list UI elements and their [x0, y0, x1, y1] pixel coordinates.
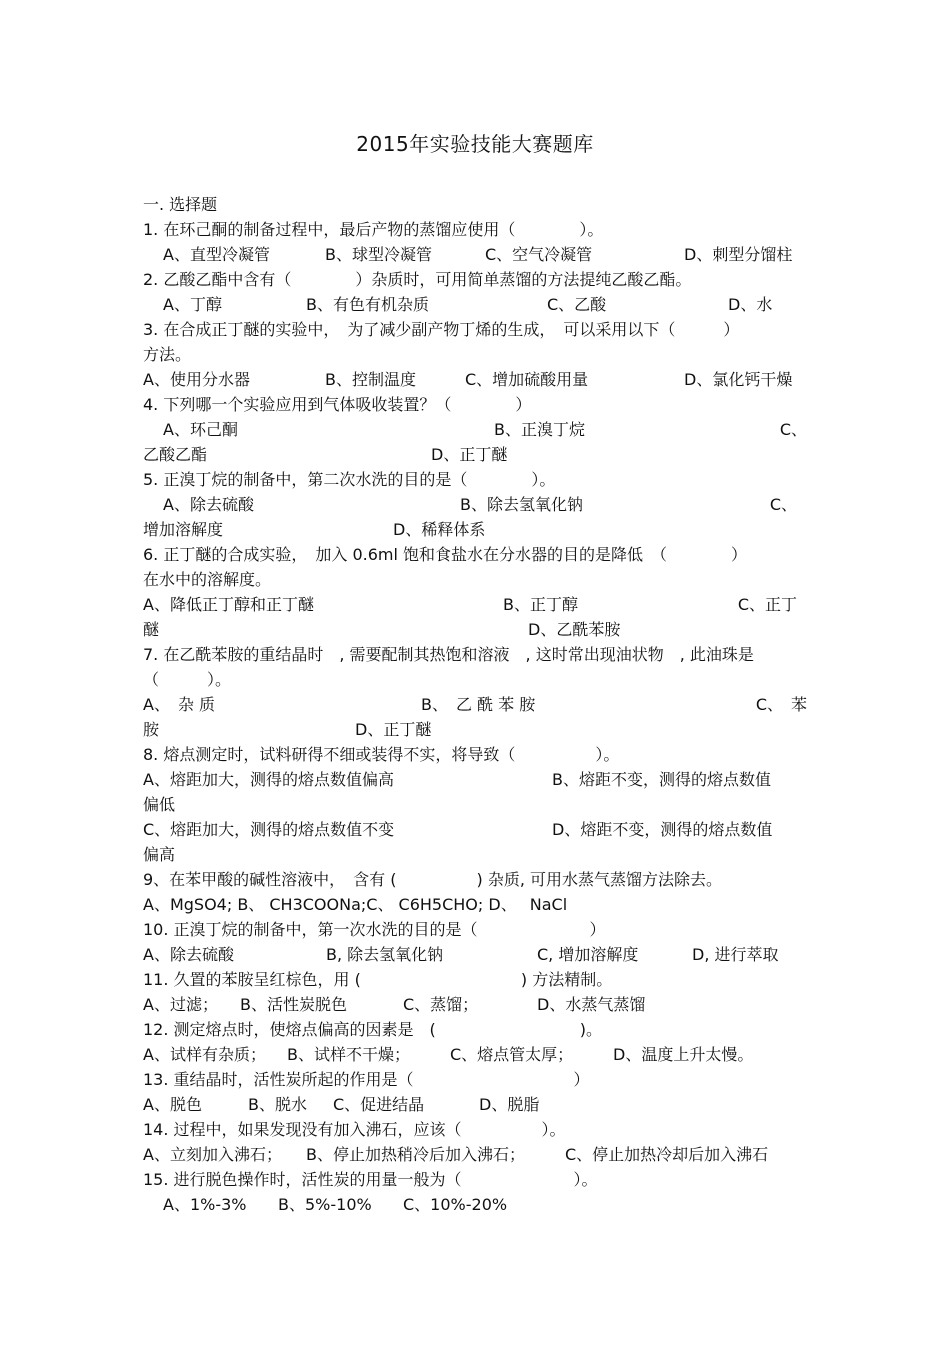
question-11-option-a: A、过滤； — [143, 995, 218, 1014]
question-1-option-c: C、空气冷凝管 — [485, 245, 593, 264]
question-13-option-b: B、脱水 — [248, 1095, 307, 1114]
question-6-option-b: B、正丁醇 — [503, 595, 578, 614]
question-11-option-d: D、水蒸气蒸馏 — [537, 995, 646, 1014]
question-2-option-a: A、丁醇 — [163, 295, 222, 314]
question-1-stem: 1. 在环己酮的制备过程中，最后产物的蒸馏应使用（ ）。 — [143, 220, 604, 239]
question-6-stem-line-2: 在水中的溶解度。 — [143, 570, 272, 589]
question-8-option-c: C、熔距加大，测得的熔点数值不变 — [143, 820, 395, 839]
question-2-option-d: D、水 — [728, 295, 773, 314]
question-15-option-a: A、1%-3% — [163, 1195, 247, 1214]
question-8-stem: 8. 熔点测定时，试料研得不细或装得不实，将导致（ ）。 — [143, 745, 620, 764]
question-5-option-c-text: 增加溶解度 — [143, 520, 224, 539]
question-13-option-c: C、促进结晶 — [333, 1095, 425, 1114]
question-5-option-a: A、除去硫酸 — [163, 495, 254, 514]
question-3-option-b: B、控制温度 — [325, 370, 416, 389]
question-8-option-d: D、熔距不变，测得的熔点数值 — [552, 820, 773, 839]
question-4-option-b: B、正溴丁烷 — [494, 420, 585, 439]
question-7-option-a: A、 杂 质 — [143, 695, 216, 714]
question-11-stem: 11. 久置的苯胺呈红棕色，用 ( ) 方法精制。 — [143, 970, 613, 989]
section-heading: 一. 选择题 — [143, 195, 218, 214]
question-13-option-a: A、脱色 — [143, 1095, 202, 1114]
question-6-option-a: A、降低正丁醇和正丁醚 — [143, 595, 314, 614]
question-3-stem-line-2: 方法。 — [143, 345, 192, 364]
question-3-option-c: C、增加硫酸用量 — [465, 370, 589, 389]
question-8-option-b: B、熔距不变，测得的熔点数值 — [552, 770, 771, 789]
question-1-option-a: A、直型冷凝管 — [163, 245, 270, 264]
question-14-option-c: C、停止加热冷却后加入沸石 — [565, 1145, 769, 1164]
question-2-option-c: C、乙酸 — [547, 295, 607, 314]
question-7-stem-line-2: （ ）。 — [143, 670, 232, 689]
question-2-stem: 2. 乙酸乙酯中含有（ ）杂质时，可用简单蒸馏的方法提纯乙酸乙酯。 — [143, 270, 692, 289]
question-10-option-d: D, 进行萃取 — [692, 945, 779, 964]
question-7-stem-line-1: 7. 在乙酰苯胺的重结晶时 , 需要配制其热饱和溶液 , 这时常出现油状物 , 此油珠是 — [143, 645, 754, 664]
question-10-stem: 10. 正溴丁烷的制备中，第一次水洗的目的是（ ） — [143, 920, 606, 939]
question-7-option-c: C、 苯 — [755, 695, 807, 714]
question-12-option-d: D、温度上升太慢。 — [613, 1045, 754, 1064]
question-9-stem: 9、在苯甲酸的碱性溶液中， 含有 ( ) 杂质, 可用水蒸气蒸馏方法除去。 — [143, 870, 723, 889]
question-12-stem: 12. 测定熔点时，使熔点偏高的因素是 ( )。 — [143, 1020, 603, 1039]
question-15-stem: 15. 进行脱色操作时，活性炭的用量一般为（ ）。 — [143, 1170, 598, 1189]
question-10-option-a: A、除去硫酸 — [143, 945, 234, 964]
question-6-option-d: D、乙酰苯胺 — [528, 620, 621, 639]
question-13-option-d: D、脱脂 — [479, 1095, 540, 1114]
question-6-option-c: C、正丁 — [737, 595, 797, 614]
question-3-option-a: A、使用分水器 — [143, 370, 250, 389]
question-12-option-a: A、试样有杂质； — [143, 1045, 266, 1064]
question-14-option-b: B、停止加热稍冷后加入沸石； — [306, 1145, 525, 1164]
question-4-option-c: C、 — [779, 420, 807, 439]
question-5-stem: 5. 正溴丁烷的制备中，第二次水洗的目的是（ ）。 — [143, 470, 556, 489]
question-4-stem: 4. 下列哪一个实验应用到气体吸收装置？（ ） — [143, 395, 532, 414]
question-1-option-d: D、刺型分馏柱 — [684, 245, 793, 264]
question-2-option-b: B、有色有机杂质 — [306, 295, 429, 314]
question-11-option-b: B、活性炭脱色 — [240, 995, 347, 1014]
question-5-option-d: D、稀释体系 — [393, 520, 486, 539]
question-3-stem-line-1: 3. 在合成正丁醚的实验中， 为了减少副产物丁烯的生成， 可以采用以下（ ） — [143, 320, 740, 339]
question-8-option-b-wrap: 偏低 — [143, 795, 176, 814]
question-10-option-b: B, 除去氢氧化钠 — [326, 945, 444, 964]
question-8-option-a: A、熔距加大，测得的熔点数值偏高 — [143, 770, 394, 789]
question-9-options: A、MgSO4; B、 CH3COONa;C、 C6H5CHO; D、 NaCl — [143, 895, 568, 914]
question-15-option-c: C、10%-20% — [403, 1195, 508, 1214]
question-7-option-c-text: 胺 — [143, 720, 160, 739]
question-3-option-d: D、氯化钙干燥 — [684, 370, 793, 389]
question-6-stem-line-1: 6. 正丁醚的合成实验， 加入 0.6ml 饱和食盐水在分水器的目的是降低 （ ） — [143, 545, 748, 564]
question-1-option-b: B、球型冷凝管 — [325, 245, 432, 264]
question-12-option-c: C、熔点管太厚； — [450, 1045, 574, 1064]
question-11-option-c: C、蒸馏； — [403, 995, 479, 1014]
question-10-option-c: C, 增加溶解度 — [537, 945, 639, 964]
question-12-option-b: B、试样不干燥； — [287, 1045, 410, 1064]
question-4-option-c-text: 乙酸乙酯 — [143, 445, 208, 464]
question-14-option-a: A、立刻加入沸石； — [143, 1145, 282, 1164]
question-13-stem: 13. 重结晶时，活性炭所起的作用是（ ） — [143, 1070, 590, 1089]
question-8-option-d-wrap: 偏高 — [143, 845, 176, 864]
question-list — [143, 192, 807, 1217]
page-title: 2015年实验技能大赛题库 — [356, 132, 594, 156]
question-15-option-b: B、5%-10% — [278, 1195, 372, 1214]
question-5-option-b: B、除去氢氧化钠 — [460, 495, 583, 514]
question-4-option-a: A、环己酮 — [163, 420, 238, 439]
question-6-option-c-text: 醚 — [143, 620, 160, 639]
question-7-option-d: D、正丁醚 — [355, 720, 432, 739]
question-14-stem: 14. 过程中，如果发现没有加入沸石，应该（ ）。 — [143, 1120, 566, 1139]
question-5-option-c: C、 — [769, 495, 797, 514]
question-7-option-b: B、 乙 酰 苯 胺 — [421, 695, 536, 714]
question-4-option-d: D、正丁醚 — [431, 445, 508, 464]
